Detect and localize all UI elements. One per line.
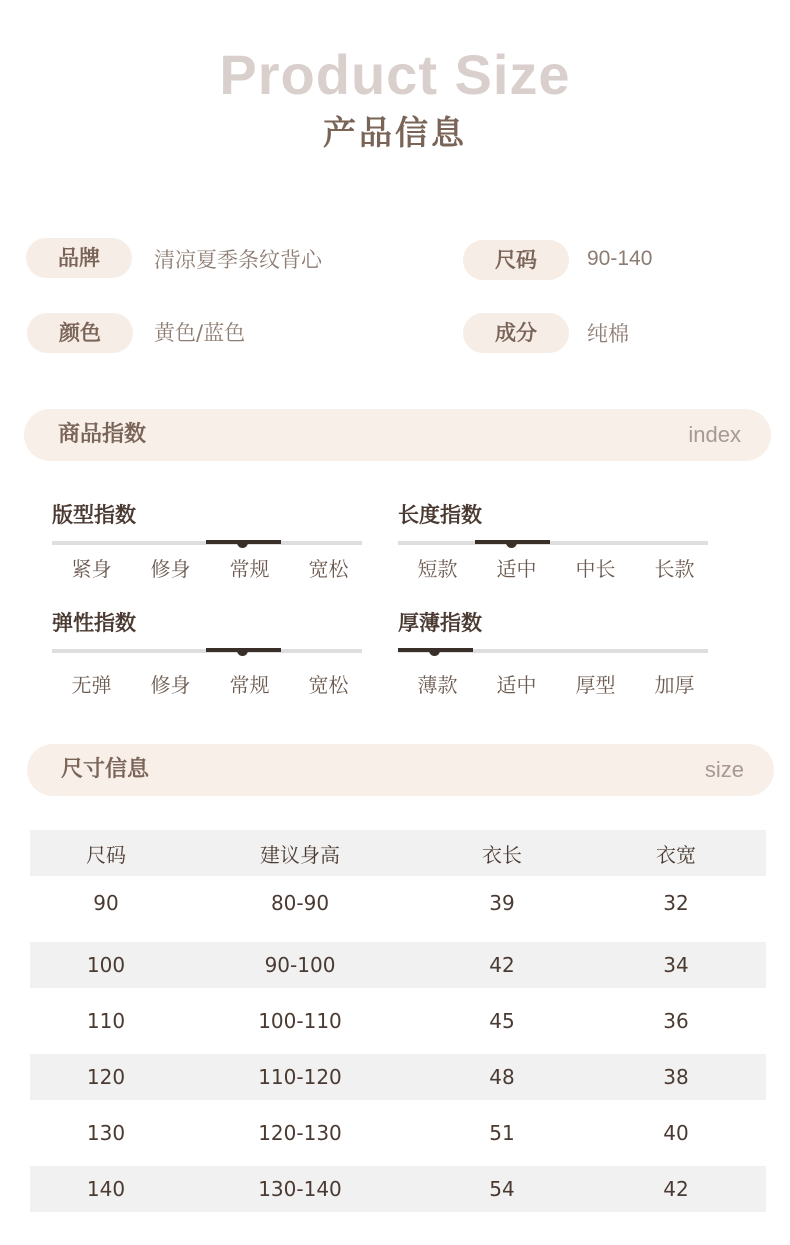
index-option: 常规 — [229, 557, 270, 581]
index-title: 版型指数 — [52, 503, 136, 527]
index-track — [52, 541, 362, 545]
table-header-row — [30, 830, 766, 876]
brand-value: 清凉夏季条纹背心 — [154, 248, 322, 272]
table-cell: 90-100 — [264, 953, 336, 977]
size-section-label-en: size — [704, 757, 744, 782]
table-cell: 32 — [663, 891, 689, 915]
index-title: 长度指数 — [398, 503, 482, 527]
index-title: 弹性指数 — [52, 611, 136, 635]
size-label: 尺码 — [463, 240, 569, 280]
index-option: 长款 — [654, 557, 695, 581]
index-track — [398, 541, 708, 545]
table-cell: 42 — [489, 953, 515, 977]
index-selected-marker — [475, 540, 550, 544]
table-cell: 90 — [93, 891, 119, 915]
table-cell: 100-110 — [258, 1009, 342, 1033]
table-cell: 42 — [663, 1177, 689, 1201]
index-title: 厚薄指数 — [398, 611, 482, 635]
table-cell: 40 — [663, 1121, 689, 1145]
table-row — [30, 998, 766, 1044]
table-cell: 34 — [663, 953, 689, 977]
table-header-cell: 衣长 — [482, 842, 522, 867]
index-section-label: 商品指数 — [58, 422, 147, 447]
table-cell: 38 — [663, 1065, 689, 1089]
index-section-label-en: index — [688, 422, 741, 447]
index-option: 修身 — [150, 557, 191, 581]
table-cell: 120-130 — [258, 1121, 342, 1145]
size-section-label: 尺寸信息 — [61, 757, 150, 782]
index-option: 宽松 — [308, 673, 349, 697]
index-track — [52, 649, 362, 653]
index-thickness — [398, 608, 710, 701]
table-cell: 45 — [489, 1009, 515, 1033]
index-selected-marker — [398, 648, 473, 652]
index-option: 常规 — [229, 673, 270, 697]
index-fit — [52, 500, 364, 585]
index-option: 加厚 — [654, 673, 695, 697]
index-option: 短款 — [417, 557, 458, 581]
index-option: 中长 — [575, 557, 616, 581]
material-label: 成分 — [463, 313, 569, 353]
index-section-header — [24, 409, 771, 461]
table-cell: 130-140 — [258, 1177, 342, 1201]
color-value: 黄色/蓝色 — [154, 321, 246, 345]
material-value: 纯棉 — [587, 322, 629, 346]
table-cell: 120 — [86, 1065, 126, 1089]
index-track — [398, 649, 708, 653]
index-option: 紧身 — [71, 557, 112, 581]
table-cell: 130 — [86, 1121, 126, 1145]
table-row — [30, 880, 766, 926]
table-cell: 140 — [86, 1177, 126, 1201]
index-option: 厚型 — [575, 673, 616, 697]
table-cell: 48 — [489, 1065, 515, 1089]
page-title-cn: 产品信息 — [323, 113, 467, 152]
color-label: 颜色 — [27, 313, 133, 353]
table-header-cell: 衣宽 — [656, 842, 696, 867]
size-section-header — [27, 744, 774, 796]
index-selected-marker — [206, 540, 281, 544]
table-row — [30, 1110, 766, 1156]
table-header-cell: 建议身高 — [260, 842, 340, 867]
table-cell: 110-120 — [258, 1065, 342, 1089]
index-option: 无弹 — [71, 673, 112, 697]
table-cell: 100 — [86, 953, 126, 977]
index-option: 宽松 — [308, 557, 349, 581]
table-cell: 80-90 — [270, 891, 330, 915]
table-header-cell: 尺码 — [86, 842, 126, 867]
index-length — [398, 500, 710, 585]
brand-label: 品牌 — [26, 238, 132, 278]
table-cell: 39 — [489, 891, 515, 915]
index-option: 适中 — [496, 673, 537, 697]
table-row — [30, 942, 766, 988]
table-cell: 54 — [489, 1177, 515, 1201]
page-title-en: Product Size — [219, 43, 571, 106]
index-option: 适中 — [496, 557, 537, 581]
table-cell: 110 — [86, 1009, 126, 1033]
table-cell: 51 — [489, 1121, 515, 1145]
index-option: 修身 — [150, 673, 191, 697]
table-row — [30, 1054, 766, 1100]
index-selected-marker — [206, 648, 281, 652]
size-value: 90-140 — [587, 247, 653, 270]
table-row — [30, 1166, 766, 1212]
table-cell: 36 — [663, 1009, 689, 1033]
index-option: 薄款 — [417, 673, 458, 697]
size-table — [30, 830, 766, 1201]
index-elasticity — [52, 608, 364, 701]
